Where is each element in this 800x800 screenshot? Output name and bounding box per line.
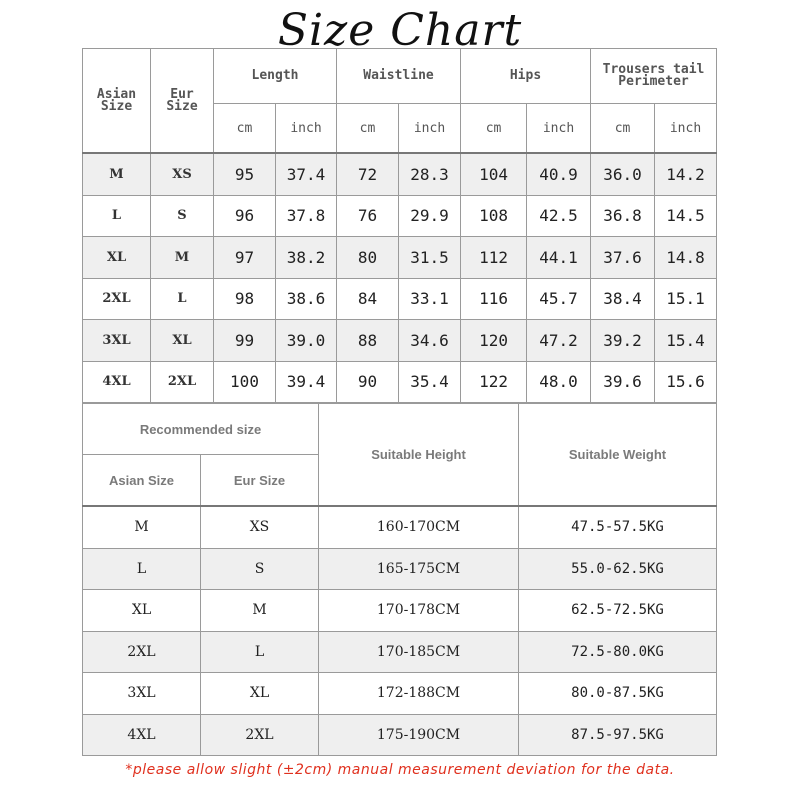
length-inch-cell: 39.4 [276,361,337,403]
height-cell: 160-170CM [319,506,519,548]
length-cm-cell: 96 [214,195,276,237]
waist-inch-cell: 33.1 [399,278,461,320]
table-row [83,361,717,403]
waist-inch-cell: 29.9 [399,195,461,237]
header-length: Length [214,49,337,104]
unit-cm: cm [214,104,276,154]
weight-cell: 80.0-87.5KG [519,673,717,715]
height-cell: 175-190CM [319,714,519,756]
tail-cm-cell: 39.6 [591,361,655,403]
weight-cell: 72.5-80.0KG [519,631,717,673]
table-row [83,590,717,632]
hips-cm-cell: 120 [461,320,527,362]
eur-size-cell: M [201,590,319,632]
hips-inch-cell: 42.5 [527,195,591,237]
eur-size-cell: S [201,548,319,590]
unit-cm: cm [591,104,655,154]
hips-inch-cell: 48.0 [527,361,591,403]
eur-size-cell: 2XL [151,361,214,403]
height-cell: 165-175CM [319,548,519,590]
table-row [83,506,717,548]
header-hips: Hips [461,49,591,104]
asian-size-cell: 3XL [83,673,201,715]
tail-inch-cell: 14.8 [655,237,717,279]
table-row [83,153,717,195]
tail-cm-cell: 37.6 [591,237,655,279]
waist-inch-cell: 34.6 [399,320,461,362]
unit-inch: inch [276,104,337,154]
length-cm-cell: 99 [214,320,276,362]
waist-inch-cell: 35.4 [399,361,461,403]
height-cell: 170-178CM [319,590,519,632]
eur-size-cell: XL [151,320,214,362]
table-row [83,195,717,237]
waist-cm-cell: 72 [337,153,399,195]
hips-inch-cell: 47.2 [527,320,591,362]
asian-size-cell: XL [83,590,201,632]
height-cell: 172-188CM [319,673,519,715]
waist-cm-cell: 80 [337,237,399,279]
asian-size-cell: 2XL [83,631,201,673]
weight-cell: 55.0-62.5KG [519,548,717,590]
length-inch-cell: 37.4 [276,153,337,195]
tail-cm-cell: 38.4 [591,278,655,320]
asian-size-cell: L [83,195,151,237]
eur-size-cell: 2XL [201,714,319,756]
table-row [83,714,717,756]
header-trousers-tail-perimeter: Trousers tail Perimeter [591,49,717,104]
unit-inch: inch [399,104,461,154]
tail-cm-cell: 36.8 [591,195,655,237]
unit-cm: cm [337,104,399,154]
hips-cm-cell: 104 [461,153,527,195]
unit-inch: inch [655,104,717,154]
length-inch-cell: 39.0 [276,320,337,362]
asian-size-cell: 3XL [83,320,151,362]
table-row [83,631,717,673]
asian-size-cell: 2XL [83,278,151,320]
asian-size-cell: XL [83,237,151,279]
unit-inch: inch [527,104,591,154]
eur-size-cell: XS [151,153,214,195]
tail-inch-cell: 14.2 [655,153,717,195]
measurement-table [82,48,717,403]
table-row [83,237,717,279]
asian-size-cell: 4XL [83,361,151,403]
header-asian-size: Asian Size [83,49,151,154]
table-row [83,673,717,715]
length-inch-cell: 38.2 [276,237,337,279]
height-cell: 170-185CM [319,631,519,673]
waist-cm-cell: 76 [337,195,399,237]
length-cm-cell: 95 [214,153,276,195]
asian-size-cell: 4XL [83,714,201,756]
tail-inch-cell: 15.1 [655,278,717,320]
header-recommended-size: Recommended size [83,404,319,455]
recommendation-table [82,403,717,756]
length-cm-cell: 97 [214,237,276,279]
unit-cm: cm [461,104,527,154]
hips-cm-cell: 122 [461,361,527,403]
hips-inch-cell: 40.9 [527,153,591,195]
measurement-deviation-note: *please allow slight (±2cm) manual measurement deviation for the data. [125,762,675,778]
tail-cm-cell: 39.2 [591,320,655,362]
eur-size-cell: L [151,278,214,320]
length-cm-cell: 100 [214,361,276,403]
header-asian-size: Asian Size [83,455,201,507]
table-row [83,278,717,320]
hips-cm-cell: 108 [461,195,527,237]
waist-cm-cell: 88 [337,320,399,362]
table-row [83,320,717,362]
eur-size-cell: XS [201,506,319,548]
header-suitable-height: Suitable Height [319,404,519,507]
tail-inch-cell: 15.4 [655,320,717,362]
hips-inch-cell: 45.7 [527,278,591,320]
asian-size-cell: L [83,548,201,590]
hips-cm-cell: 116 [461,278,527,320]
length-inch-cell: 38.6 [276,278,337,320]
length-cm-cell: 98 [214,278,276,320]
weight-cell: 47.5-57.5KG [519,506,717,548]
eur-size-cell: S [151,195,214,237]
waist-cm-cell: 84 [337,278,399,320]
eur-size-cell: XL [201,673,319,715]
header-eur-size: Eur Size [151,49,214,154]
weight-cell: 87.5-97.5KG [519,714,717,756]
eur-size-cell: M [151,237,214,279]
table-row [83,548,717,590]
hips-cm-cell: 112 [461,237,527,279]
length-inch-cell: 37.8 [276,195,337,237]
tail-inch-cell: 15.6 [655,361,717,403]
header-eur-size: Eur Size [201,455,319,507]
header-suitable-weight: Suitable Weight [519,404,717,507]
tail-inch-cell: 14.5 [655,195,717,237]
eur-size-cell: L [201,631,319,673]
asian-size-cell: M [83,153,151,195]
header-waistline: Waistline [337,49,461,104]
waist-cm-cell: 90 [337,361,399,403]
hips-inch-cell: 44.1 [527,237,591,279]
page-title: Size Chart [277,5,523,56]
waist-inch-cell: 31.5 [399,237,461,279]
tail-cm-cell: 36.0 [591,153,655,195]
asian-size-cell: M [83,506,201,548]
weight-cell: 62.5-72.5KG [519,590,717,632]
waist-inch-cell: 28.3 [399,153,461,195]
